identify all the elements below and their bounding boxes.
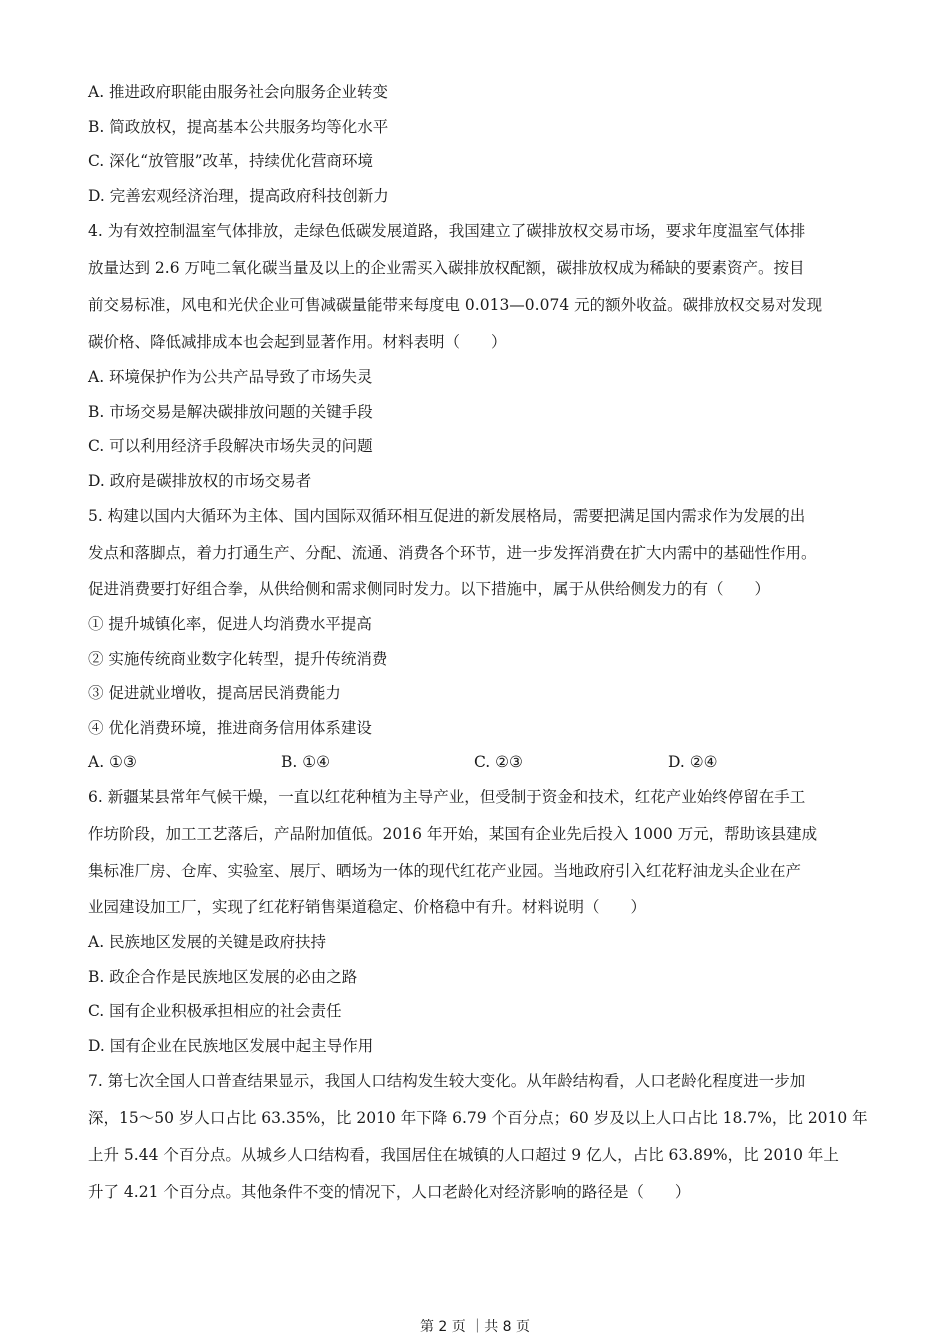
q5-choice-b: B. ①④ <box>281 753 331 771</box>
q4-stem-line: 4. 为有效控制温室气体排放，走绿色低碳发展道路，我国建立了碳排放权交易市场，要求年度温室气体排 <box>88 222 806 240</box>
q5-item-1: ① 提升城镇化率，促进人均消费水平提高 <box>88 615 372 633</box>
q6-option-a: A. 民族地区发展的关键是政府扶持 <box>88 933 327 951</box>
q6-stem-line: 集标准厂房、仓库、实验室、展厅、晒场为一体的现代红花产业园。当地政府引入红花籽油龙头企业在产 <box>88 862 802 880</box>
q6-option-b: B. 政企合作是民族地区发展的必由之路 <box>88 968 358 986</box>
q5-stem-line: 促进消费要打好组合拳，从供给侧和需求侧同时发力。以下措施中，属于从供给侧发力的有（ ） <box>88 580 771 598</box>
q5-stem-line: 发点和落脚点，着力打通生产、分配、流通、消费各个环节，进一步发挥消费在扩大内需中的基础性作用。 <box>88 544 817 562</box>
q6-stem-line: 6. 新疆某县常年气候干燥，一直以红花种植为主导产业，但受制于资金和技术，红花产业始终停留在手工 <box>88 788 806 806</box>
q4-option-b: B. 市场交易是解决碳排放问题的关键手段 <box>88 403 373 421</box>
q4-stem-line: 碳价格、降低减排成本也会起到显著作用。材料表明（ ） <box>88 333 507 351</box>
q6-stem-line: 作坊阶段，加工工艺落后，产品附加值低。2016 年开始，某国有企业先后投入 1000 万元，帮助该县建成 <box>88 825 818 843</box>
q7-stem-line: 上升 5.44 个百分点。从城乡人口结构看，我国居住在城镇的人口超过 9 亿人，占比 63.89%，比 2010 年上 <box>88 1146 839 1164</box>
page-footer: 第 2 页 ｜共 8 页 <box>419 1319 531 1335</box>
q6-option-d: D. 国有企业在民族地区发展中起主导作用 <box>88 1037 374 1055</box>
q3-option-d: D. 完善宏观经济治理，提高政府科技创新力 <box>88 187 389 205</box>
q5-stem-line: 5. 构建以国内大循环为主体、国内国际双循环相互促进的新发展格局，需要把满足国内需求作为发展的出 <box>88 507 806 525</box>
q5-choice-c: C. ②③ <box>474 753 523 771</box>
q4-option-a: A. 环境保护作为公共产品导致了市场失灵 <box>88 368 373 386</box>
q5-choice-a: A. ①③ <box>88 753 137 771</box>
q5-choice-d: D. ②④ <box>668 753 718 771</box>
q6-stem-line: 业园建设加工厂，实现了红花籽销售渠道稳定、价格稳中有升。材料说明（ ） <box>88 898 647 916</box>
q7-stem-line: 7. 第七次全国人口普查结果显示，我国人口结构发生较大变化。从年龄结构看，人口老龄化程度进一步加 <box>88 1072 806 1090</box>
q5-item-2: ② 实施传统商业数字化转型，提升传统消费 <box>88 650 388 668</box>
q4-option-c: C. 可以利用经济手段解决市场失灵的问题 <box>88 437 373 455</box>
q4-stem-line: 前交易标准，风电和光伏企业可售减碳量能带来每度电 0.013—0.074 元的额外收益。碳排放权交易对发现 <box>88 296 823 314</box>
q3-option-b: B. 简政放权，提高基本公共服务均等化水平 <box>88 118 389 136</box>
q6-option-c: C. 国有企业积极承担相应的社会责任 <box>88 1002 342 1020</box>
q7-stem-line: 升了 4.21 个百分点。其他条件不变的情况下，人口老龄化对经济影响的路径是（ ） <box>88 1183 691 1201</box>
q7-stem-line: 深，15～50 岁人口占比 63.35%，比 2010 年下降 6.79 个百分点；60 岁及以上人口占比 18.7%，比 2010 年 <box>88 1109 868 1127</box>
q3-option-c: C. 深化“放管服”改革，持续优化营商环境 <box>88 152 374 170</box>
q3-option-a: A. 推进政府职能由服务社会向服务企业转变 <box>88 83 389 101</box>
q5-item-3: ③ 促进就业增收，提高居民消费能力 <box>88 684 341 702</box>
q4-stem-line: 放量达到 2.6 万吨二氧化碳当量及以上的企业需买入碳排放权配额，碳排放权成为稀缺的要素资产。按目 <box>88 259 805 277</box>
q5-item-4: ④ 优化消费环境，推进商务信用体系建设 <box>88 719 372 737</box>
q4-option-d: D. 政府是碳排放权的市场交易者 <box>88 472 312 490</box>
